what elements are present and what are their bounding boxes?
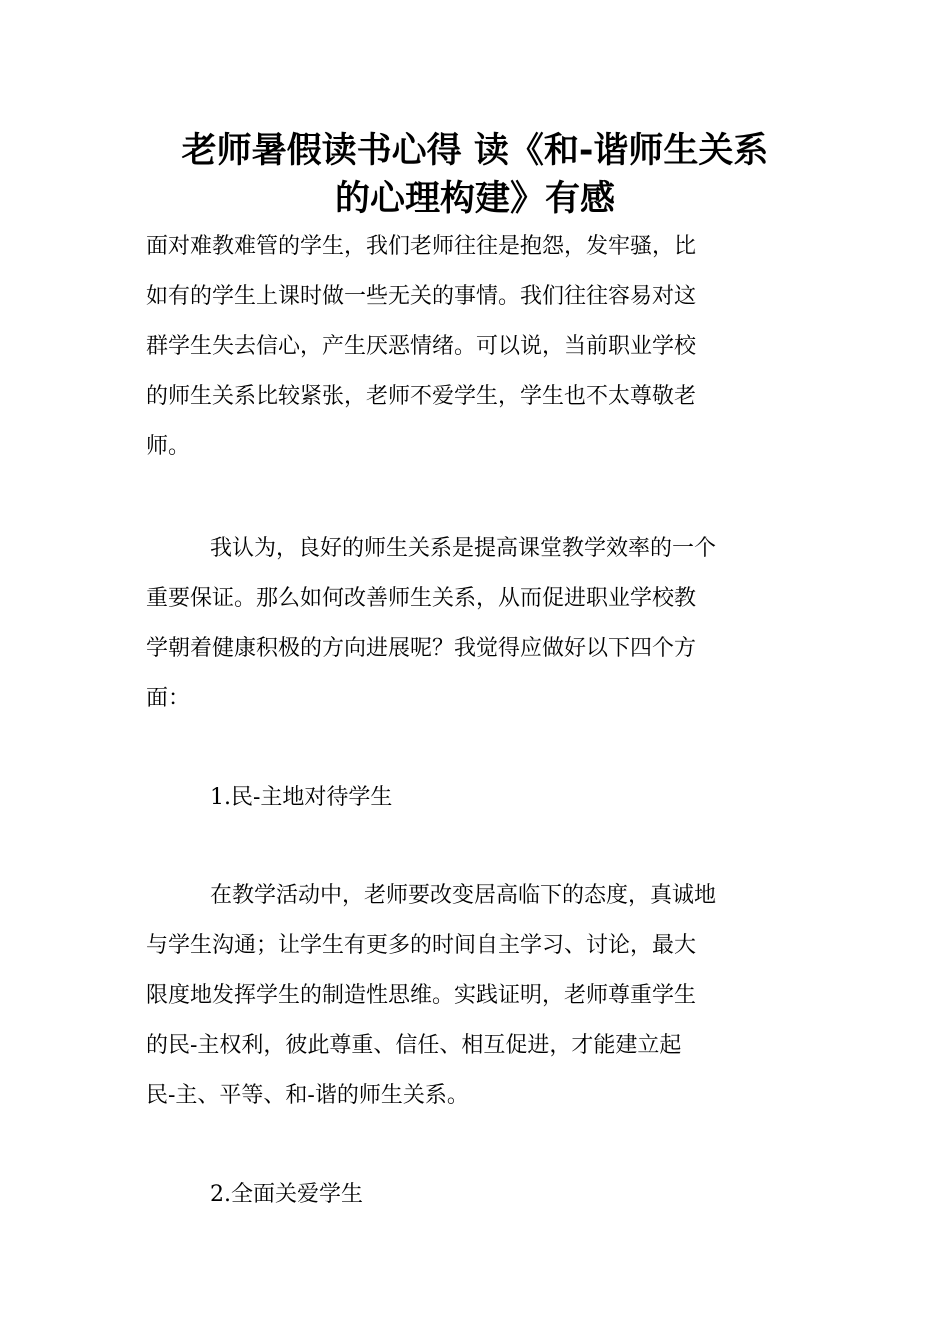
paragraph-line: 面对难教难管的学生，我们老师往往是抱怨，发牢骚，比 bbox=[146, 234, 697, 259]
paragraph-opinion bbox=[146, 524, 806, 724]
paragraph-line: 民-主、平等、和-谐的师生关系。 bbox=[146, 1083, 469, 1108]
section-heading-1 bbox=[146, 773, 806, 823]
paragraph-line: 面： bbox=[146, 686, 191, 711]
section-heading-text: 1.民-主地对待学生 bbox=[210, 785, 393, 810]
paragraph-line: 重要保证。那么如何改善师生关系，从而促进职业学校教 bbox=[146, 586, 697, 611]
paragraph-line: 的民-主权利，彼此尊重、信任、相互促进，才能建立起 bbox=[146, 1033, 682, 1058]
document-title-line-2: 的心理构建》有感 bbox=[334, 179, 615, 219]
paragraph-line: 我认为，良好的师生关系是提高课堂教学效率的一个 bbox=[210, 536, 717, 561]
paragraph-line: 的师生关系比较紧张，老师不爱学生，学生也不太尊敬老 bbox=[146, 384, 697, 409]
paragraph-line: 与学生沟通；让学生有更多的时间自主学习、讨论，最大 bbox=[146, 933, 697, 958]
section-heading-text: 2.全面关爱学生 bbox=[210, 1182, 363, 1207]
paragraph-democracy bbox=[146, 871, 806, 1121]
paragraph-line: 学朝着健康积极的方向进展呢？我觉得应做好以下四个方 bbox=[146, 636, 697, 661]
paragraph-line: 如有的学生上课时做一些无关的事情。我们往往容易对这 bbox=[146, 284, 697, 309]
paragraph-line: 限度地发挥学生的制造性思维。实践证明，老师尊重学生 bbox=[146, 983, 697, 1008]
paragraph-line: 师。 bbox=[146, 434, 191, 459]
paragraph-line: 在教学活动中，老师要改变居高临下的态度，真诚地 bbox=[210, 883, 717, 908]
paragraph-intro bbox=[146, 222, 806, 472]
section-heading-2 bbox=[146, 1170, 806, 1220]
paragraph-line: 群学生失去信心，产生厌恶情绪。可以说，当前职业学校 bbox=[146, 334, 697, 359]
document-title-line-1: 老师暑假读书心得 读《和-谐师生关系 bbox=[181, 131, 769, 171]
